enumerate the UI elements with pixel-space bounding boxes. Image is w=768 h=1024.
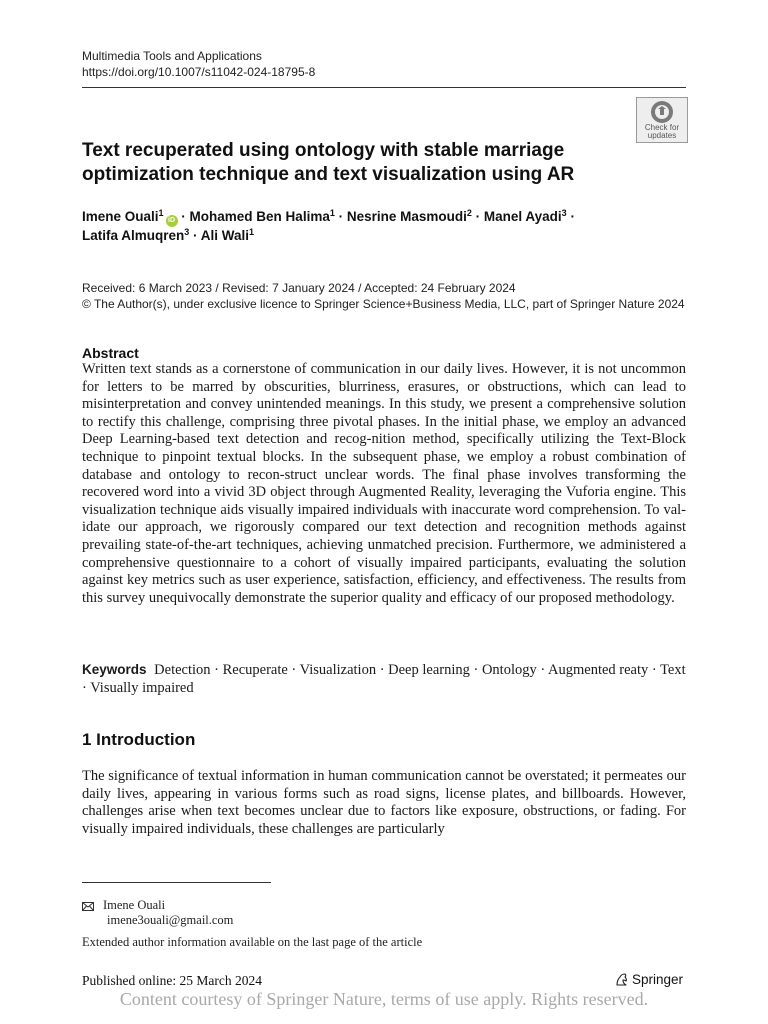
publisher-name: Springer [632,972,684,987]
journal-name: Multimedia Tools and Applications [82,49,262,63]
author-affiliation: 3 [561,208,567,218]
author-name[interactable]: Latifa Almuqren [82,228,185,243]
journal-header [82,48,315,80]
published-online: Published online: 25 March 2024 [82,973,262,988]
author-affiliation: 1 [249,227,255,237]
publisher-logo [614,972,683,988]
section-heading-introduction: 1 Introduction [82,730,196,749]
abstract-text: Written text stands as a cornerstone of communication in our daily lives. However, it is not uncommon for letters to be marred by obscurities, blurriness, erasures, or obstructions, which can lead to misinterpretation and convey unintended meanings. In this study, we present a comprehensive solution to rectify this challenge, comprising three pivotal phases. In the initial phase, we employ an advanced Deep Learning-based text detection and recog-nition method, specifically utilizing the Text-Block technique to pinpoint textual blocks. In the subsequent phase, we employ a robust combination of database and ontology to recon-struct unclear words. The final phase involves transforming the recovered word into a vivid 3D object through Augmented Reality, leveraging the Vuforia engine. This visualization technique aids visually impaired individuals with inaccurate word comprehension. To val-idate our approach, we rigorously compared our text detection and recognition methods against prevailing state-of-the-art techniques, achieving unmatched precision. Furthermore, we administered a comprehensive questionnaire to a cohort of visually impaired participants, evaluating the solution against key metrics such as user experience, satisfaction, efficiency, and effectiveness. The results from this survey unequivocally demonstrate the superior quality and efficacy of our proposed methodology. [82,361,686,606]
keywords-label: Keywords [82,662,147,677]
author-name[interactable]: Nesrine Masmoudi [346,209,467,224]
correspondence-email[interactable]: imene3ouali@gmail.com [107,913,234,927]
introduction-text: The significance of textual information in human communication cannot be overstated; it permeates our daily lives, appearing in various forms such as road signs, license plates, and billboards. However, challenges arise when text becomes unclear due to factors like exposure, obstructions, or fading. For visually impaired individuals, these challenges are particularly [82,768,686,837]
author-affiliation: 3 [184,227,190,237]
keywords [82,661,686,697]
article-dates [82,280,692,312]
header-rule [82,87,686,88]
springer-horse-icon [614,972,629,987]
doi-link[interactable]: https://doi.org/10.1007/s11042-024-18795-8 [82,65,316,79]
author-name[interactable]: Mohamed Ben Halima [189,209,330,224]
copyright-notice: © The Author(s), under exclusive licence to Springer Science+Business Media, LLC, part of Springer Nature 2024 [82,297,685,311]
correspondence [82,898,233,928]
author-affiliation: 2 [466,208,472,218]
author-name[interactable]: Ali Wali [200,228,250,243]
orcid-icon[interactable]: iD [166,215,178,227]
author-list: Imene Ouali$^1$iD · Mohamed Ben Halima$^1$ · Nesrine Masmoudi$^2$ · Manel Ayadi$^3$ · Latifa Almuqren$^3$ · Ali Wali$^1$ [82,208,575,243]
author-name[interactable]: Imene Ouali [82,209,159,224]
author-affiliation: 1 [158,208,164,218]
badge-line-2: updates [647,131,677,140]
check-for-updates-badge[interactable] [636,97,688,143]
correspondence-name: Imene Ouali [103,898,166,912]
extended-author-info: Extended author information available on the last page of the article [82,935,423,949]
keywords-list: Detection · Recuperate · Visualization · Deep learning · Ontology · Augmented reaty · Text · Visually impaired [82,662,686,696]
footnote-rule [82,882,271,883]
paper-title: Text recuperated using ontology with stable marriage optimization technique and text visualization using AR [82,140,575,185]
abstract-heading: Abstract [82,345,139,361]
author-name[interactable]: Manel Ayadi [483,209,562,224]
author-affiliation: 1 [329,208,335,218]
check-for-updates-icon [649,100,675,124]
envelope-icon [82,902,94,911]
history-dates: Received: 6 March 2023 / Revised: 7 January 2024 / Accepted: 24 February 2024 [82,281,516,295]
courtesy-watermark: Content courtesy of Springer Nature, terms of use apply. Rights reserved. [119,989,649,1009]
badge-line-1: Check for [644,123,680,132]
